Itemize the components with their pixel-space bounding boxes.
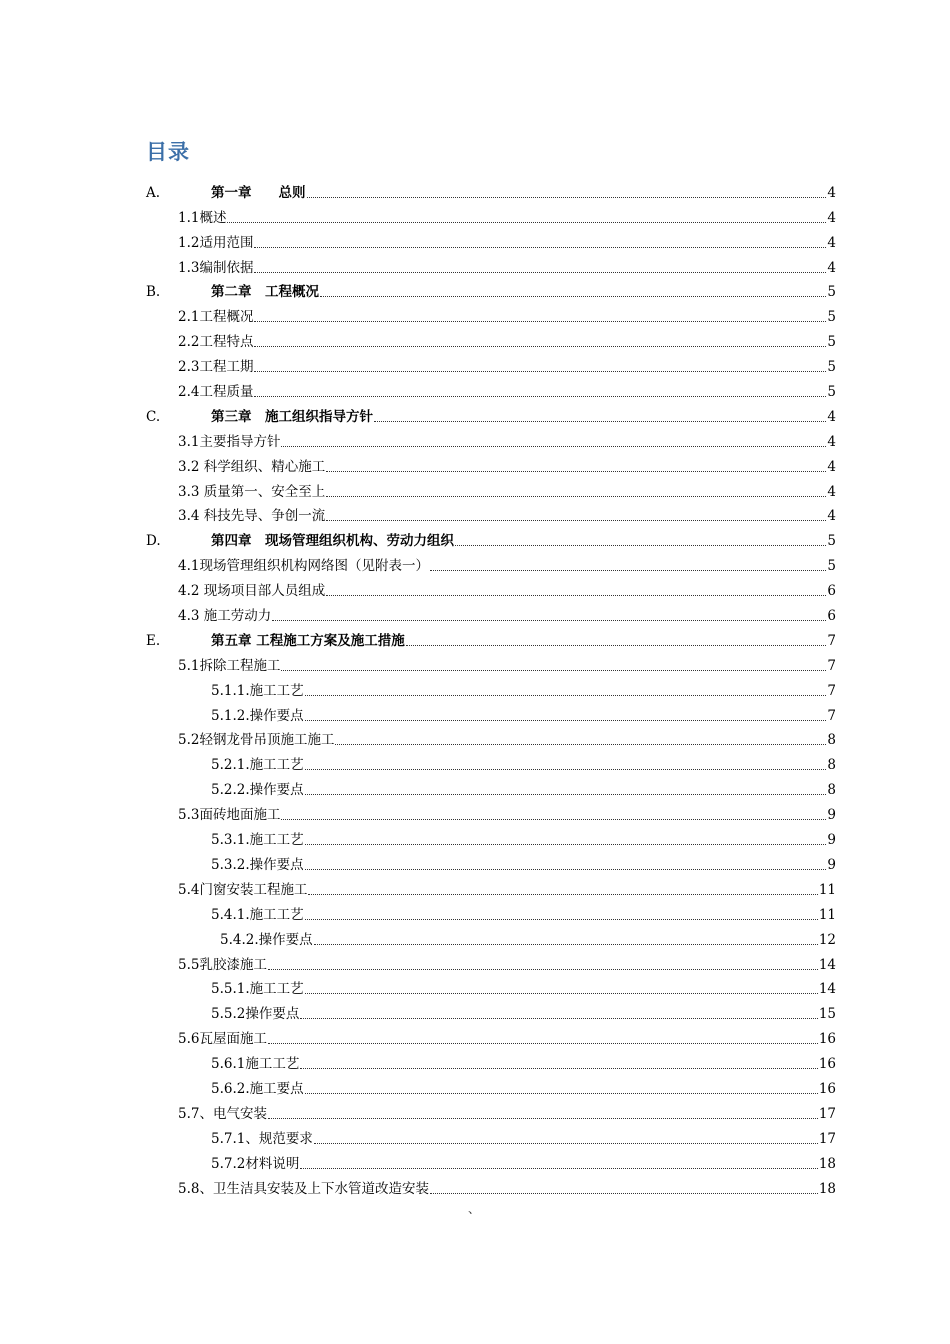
toc-leader-dots: [300, 1067, 817, 1069]
toc-entry-label: 5.2轻钢龙骨吊顶施工施工: [178, 732, 335, 749]
toc-entry-label: 1.2适用范围: [178, 234, 254, 251]
toc-page-number: 7: [827, 657, 836, 674]
toc-entry-label: 5.4.2.操作要点: [220, 931, 313, 948]
toc-entry-label: 5.2.2.操作要点: [211, 782, 304, 799]
toc-leader-dots: [300, 1167, 817, 1169]
toc-page-number: 4: [827, 458, 836, 475]
toc-entry-row[interactable]: [0, 925, 950, 950]
toc-entry-row[interactable]: [0, 850, 950, 875]
toc-entry-label: 5.7、电气安装: [178, 1105, 267, 1122]
toc-entry-row[interactable]: [0, 1174, 950, 1199]
toc-entry-label: 3.4 科技先导、争创一流: [178, 508, 326, 525]
toc-leader-dots: [254, 370, 826, 372]
toc-entry-row[interactable]: [0, 676, 950, 701]
toc-entry-row[interactable]: [0, 1024, 950, 1049]
toc-entry-label: 5.5.2操作要点: [211, 1006, 300, 1023]
toc-leader-dots: [305, 918, 818, 920]
toc-leader-dots: [254, 271, 826, 273]
toc-page-number: 17: [818, 1130, 836, 1147]
toc-entry-label: 第五章 工程施工方案及施工措施: [211, 632, 405, 649]
toc-entry-row[interactable]: [0, 900, 950, 925]
toc-leader-dots: [254, 246, 826, 248]
toc-entry-label: 第四章 现场管理组织机构、劳动力组织: [211, 533, 454, 550]
toc-entry-row[interactable]: [0, 726, 950, 751]
toc-leader-dots: [254, 395, 826, 397]
toc-entry-label: 5.6瓦屋面施工: [178, 1031, 267, 1048]
toc-entry-label: 5.1拆除工程施工: [178, 657, 281, 674]
toc-leader-dots: [305, 793, 827, 795]
toc-entry-label: 5.7.2材料说明: [211, 1155, 300, 1172]
toc-entry-row[interactable]: [0, 651, 950, 676]
toc-page-number: 14: [818, 956, 836, 973]
toc-entry-label: 3.1主要指导方针: [178, 433, 281, 450]
toc-entry-label: 4.1现场管理组织机构网络图（见附表一）: [178, 558, 429, 575]
toc-entry-row[interactable]: [0, 601, 950, 626]
toc-page-number: 4: [827, 259, 836, 276]
table-of-contents: [0, 178, 950, 1199]
toc-chapter-number: A.: [146, 184, 161, 201]
toc-page-number: 16: [818, 1031, 836, 1048]
toc-page-number: 5: [827, 334, 836, 351]
toc-entry-label: 4.2 现场项目部人员组成: [178, 583, 326, 600]
toc-entry-label: 5.1.1.施工工艺: [211, 682, 304, 699]
toc-entry-label: 2.4工程质量: [178, 384, 254, 401]
toc-entry-row[interactable]: [0, 875, 950, 900]
toc-leader-dots: [272, 619, 826, 621]
toc-page-number: 12: [818, 931, 836, 948]
toc-chapter-number: C.: [146, 408, 161, 425]
toc-page-number: 4: [827, 483, 836, 500]
toc-leader-dots: [268, 968, 818, 970]
toc-entry-label: 5.6.2.施工要点: [211, 1080, 304, 1097]
toc-entry-row[interactable]: [0, 775, 950, 800]
toc-leader-dots: [430, 569, 826, 571]
toc-leader-dots: [326, 519, 826, 521]
toc-page-number: 6: [827, 608, 836, 625]
toc-page-number: 9: [827, 856, 836, 873]
toc-leader-dots: [326, 495, 826, 497]
toc-leader-dots: [374, 420, 826, 422]
toc-entry-row[interactable]: [0, 701, 950, 726]
toc-page-number: 5: [827, 359, 836, 376]
toc-entry-row[interactable]: [0, 452, 950, 477]
toc-page-number: 5: [827, 533, 836, 550]
toc-page-number: 7: [827, 707, 836, 724]
toc-entry-label: 5.5乳胶漆施工: [178, 956, 267, 973]
toc-entry-label: 5.1.2.操作要点: [211, 707, 304, 724]
toc-leader-dots: [254, 320, 826, 322]
toc-entry-label: 2.3工程工期: [178, 359, 254, 376]
toc-entry-label: 2.1工程概况: [178, 309, 254, 326]
toc-page-number: 4: [827, 433, 836, 450]
toc-entry-row[interactable]: [0, 825, 950, 850]
toc-entry-row[interactable]: [0, 203, 950, 228]
toc-entry-row[interactable]: [0, 352, 950, 377]
toc-page-number: 5: [827, 558, 836, 575]
toc-entry-label: 5.3.2.操作要点: [211, 856, 304, 873]
toc-chapter-row[interactable]: [0, 278, 950, 303]
toc-page-number: 11: [818, 881, 836, 898]
toc-entry-label: 第三章 施工组织指导方针: [211, 408, 373, 425]
toc-page-number: 7: [827, 682, 836, 699]
toc-entry-label: 3.3 质量第一、安全至上: [178, 483, 326, 500]
toc-leader-dots: [455, 544, 826, 546]
toc-leader-dots: [305, 992, 818, 994]
toc-entry-row[interactable]: [0, 1149, 950, 1174]
toc-entry-row[interactable]: [0, 975, 950, 1000]
toc-leader-dots: [305, 768, 827, 770]
toc-entry-label: 5.8、卫生洁具安装及上下水管道改造安装: [178, 1180, 429, 1197]
footer-mark: 、: [468, 1202, 481, 1216]
toc-leader-dots: [308, 893, 817, 895]
toc-page-number: 15: [818, 1006, 836, 1023]
toc-leader-dots: [320, 295, 826, 297]
toc-entry-label: 第一章 总则: [211, 184, 306, 201]
toc-entry-label: 5.4.1.施工工艺: [211, 906, 304, 923]
toc-entry-label: 3.2 科学组织、精心施工: [178, 458, 326, 475]
toc-page-number: 4: [827, 508, 836, 525]
toc-entry-row[interactable]: [0, 576, 950, 601]
toc-leader-dots: [305, 1092, 818, 1094]
toc-page-number: 9: [827, 832, 836, 849]
toc-page-number: 8: [827, 757, 836, 774]
toc-page-number: 5: [827, 284, 836, 301]
toc-leader-dots: [430, 1192, 818, 1194]
toc-leader-dots: [305, 843, 827, 845]
toc-leader-dots: [335, 743, 826, 745]
toc-page-number: 8: [827, 782, 836, 799]
toc-entry-row[interactable]: [0, 750, 950, 775]
toc-page-number: 16: [818, 1056, 836, 1073]
toc-leader-dots: [281, 818, 826, 820]
toc-entry-row[interactable]: [0, 1074, 950, 1099]
toc-entry-row[interactable]: [0, 950, 950, 975]
toc-entry-row[interactable]: [0, 327, 950, 352]
toc-entry-label: 5.2.1.施工工艺: [211, 757, 304, 774]
toc-entry-label: 5.3.1.施工工艺: [211, 832, 304, 849]
toc-entry-label: 2.2工程特点: [178, 334, 254, 351]
toc-leader-dots: [281, 445, 826, 447]
toc-leader-dots: [281, 669, 826, 671]
toc-entry-row[interactable]: [0, 302, 950, 327]
toc-entry-label: 4.3 施工劳动力: [178, 608, 272, 625]
toc-entry-row[interactable]: [0, 800, 950, 825]
toc-page-number: 4: [827, 184, 836, 201]
toc-entry-label: 5.7.1、规范要求: [211, 1130, 313, 1147]
toc-entry-label: 第二章 工程概况: [211, 284, 319, 301]
toc-leader-dots: [227, 221, 826, 223]
toc-page-number: 4: [827, 209, 836, 226]
toc-page-number: 9: [827, 807, 836, 824]
toc-page-number: 14: [818, 981, 836, 998]
toc-entry-label: 1.3编制依据: [178, 259, 254, 276]
toc-page-number: 18: [818, 1155, 836, 1172]
toc-leader-dots: [300, 1017, 817, 1019]
toc-title: 目录: [146, 140, 190, 164]
toc-chapter-number: B.: [146, 284, 161, 301]
toc-chapter-row[interactable]: [0, 178, 950, 203]
toc-entry-row[interactable]: [0, 1124, 950, 1149]
toc-entry-row[interactable]: [0, 427, 950, 452]
toc-page-number: 4: [827, 234, 836, 251]
toc-leader-dots: [314, 1142, 818, 1144]
toc-chapter-row[interactable]: [0, 526, 950, 551]
toc-page-number: 18: [818, 1180, 836, 1197]
toc-chapter-row[interactable]: [0, 626, 950, 651]
toc-leader-dots: [307, 196, 827, 198]
toc-leader-dots: [406, 644, 827, 646]
toc-entry-label: 1.1概述: [178, 209, 227, 226]
toc-entry-row[interactable]: [0, 999, 950, 1024]
toc-leader-dots: [254, 345, 826, 347]
toc-page-number: 7: [827, 632, 836, 649]
toc-entry-label: 5.5.1.施工工艺: [211, 981, 304, 998]
toc-entry-row[interactable]: [0, 377, 950, 402]
toc-leader-dots: [268, 1042, 818, 1044]
toc-page-number: 17: [818, 1105, 836, 1122]
toc-chapter-number: E.: [146, 632, 161, 649]
toc-page-number: 4: [827, 408, 836, 425]
toc-entry-row[interactable]: [0, 1049, 950, 1074]
toc-leader-dots: [268, 1117, 818, 1119]
toc-page-number: 11: [818, 906, 836, 923]
toc-page-number: 5: [827, 384, 836, 401]
toc-entry-row[interactable]: [0, 477, 950, 502]
toc-entry-row[interactable]: [0, 253, 950, 278]
toc-entry-row[interactable]: [0, 551, 950, 576]
toc-page-number: 6: [827, 583, 836, 600]
toc-entry-row[interactable]: [0, 1099, 950, 1124]
toc-page-number: 5: [827, 309, 836, 326]
toc-leader-dots: [305, 694, 827, 696]
toc-leader-dots: [305, 719, 827, 721]
toc-leader-dots: [305, 868, 827, 870]
toc-chapter-row[interactable]: [0, 402, 950, 427]
toc-chapter-number: D.: [146, 533, 161, 550]
toc-entry-label: 5.3面砖地面施工: [178, 807, 281, 824]
toc-entry-label: 5.4门窗安装工程施工: [178, 881, 308, 898]
toc-page-number: 16: [818, 1080, 836, 1097]
toc-leader-dots: [314, 943, 818, 945]
toc-entry-label: 5.6.1施工工艺: [211, 1056, 300, 1073]
toc-leader-dots: [326, 470, 826, 472]
toc-entry-row[interactable]: [0, 228, 950, 253]
toc-page-number: 8: [827, 732, 836, 749]
toc-leader-dots: [326, 594, 826, 596]
toc-entry-row[interactable]: [0, 502, 950, 527]
